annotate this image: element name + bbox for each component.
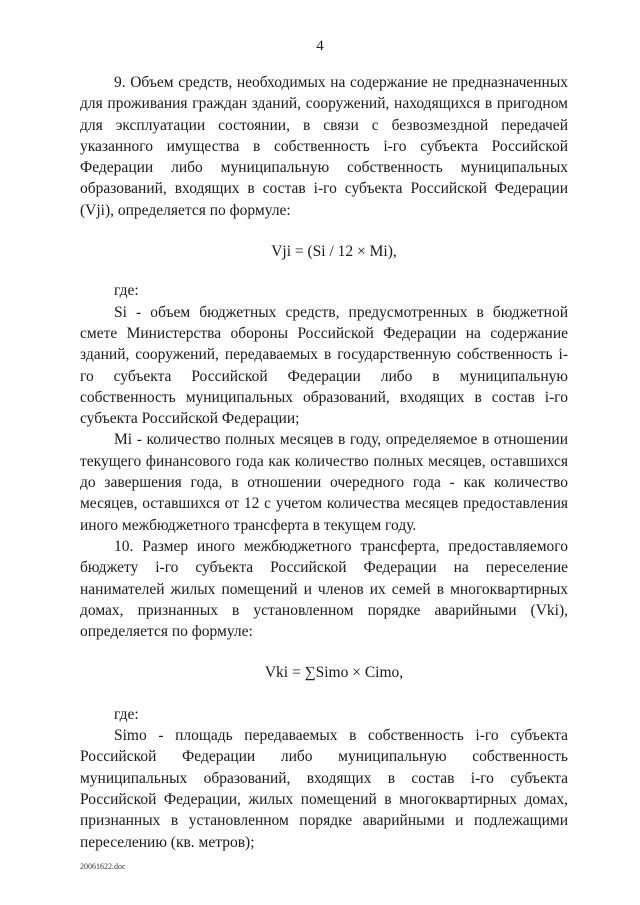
- definition-simo: Simo - площадь передаваемых в собственность i-го субъекта Российской Федерации либо муниципальную собственность муниципальных образований, входящих в состав i-го субъекта Российской Федерации, жилых помещений в многоквартирных домах, признанных в установленном порядке аварийными и подлежащими переселению (кв. метров);: [80, 727, 568, 851]
- paragraph-10: 10. Размер иного межбюджетного трансферта, предоставляемого бюджету i-го субъекта Российской Федерации на переселение нанимателей жилых помещений и членов их семей в многоквартирных домах, признанных в установленном порядке аварийными (Vki), определяется по формуле:: [80, 537, 568, 641]
- where-label-2: где:: [114, 705, 139, 723]
- page-number: 4: [316, 38, 324, 54]
- footer-filename: 20061622.doc: [80, 862, 126, 871]
- formula-vki: Vki = ∑Simo × Cimo,: [264, 664, 404, 682]
- paragraph-9: 9. Объем средств, необходимых на содержание не предназначенных для проживания граждан зданий, сооружений, находящихся в пригодном для эксплуатации состоянии, в связи с безвозмездной передачей указанного имущества в собственность i-го субъекта Российской Федерации либо муниципальную собственность муниципальных образований, входящих в состав i-го субъекта Российской Федерации (Vji), определяется по формуле:: [80, 74, 568, 219]
- formula-vji: Vji = (Si / 12 × Mi),: [271, 243, 397, 261]
- definition-si: Si - объем бюджетных средств, предусмотренных в бюджетной смете Министерства обороны Российской Федерации на содержание зданий, сооружений, передаваемых в государственную собственность i-го субъекта Российской Федерации либо в муниципальную собственность муниципальных образований, входящих в состав i-го субъекта Российской Федерации;: [80, 303, 568, 428]
- document-body: [80, 72, 568, 853]
- definition-mi: Mi - количество полных месяцев в году, определяемое в отношении текущего финансового года как количество полных месяцев, оставшихся до завершения года, в отношении очередного года - как количество месяцев, оставшихся от 12 с учетом количества месяцев предоставления иного межбюджетного трансферта в текущем году.: [80, 431, 568, 534]
- where-label-1: где:: [114, 282, 139, 300]
